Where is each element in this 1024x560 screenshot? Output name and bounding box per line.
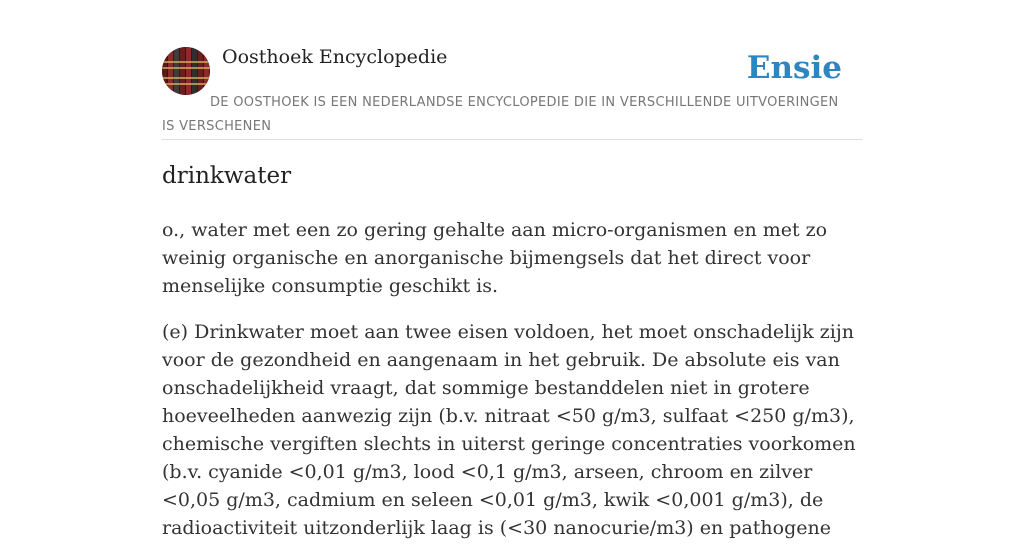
ensie-brand-link[interactable]: Ensie [746,50,842,86]
explanation-paragraph: (e) Drinkwater moet aan twee eisen voldoen, het moet onschadelijk zijn voor de gezondheid en aangenaam in het gebruik. De absolute eis van onschadelijkheid vraagt, dat sommige bestanddelen niet in grotere hoeveelheden aanwezig zijn (b.v. nitraat <50 g/m3, sulfaat <250 g/m3), chemische vergiften slechts in uiterst geringe concentraties voorkomen (b.v. cyanide <0,01 g/m3, lood <0,1 g/m3, arseen, chroom en zilver <0,05 g/m3, cadmium en seleen <0,01 g/m3, kwik <0,001 g/m3), de radioactiviteit uitzonderlijk laag is (<30 nanocurie/m3) en pathogene [162,321,856,539]
entry-title: drinkwater [162,163,292,189]
book-spine [168,47,173,95]
book-gold-band [162,61,210,63]
book-spine [198,47,203,95]
encyclopedia-books-logo[interactable] [162,47,210,95]
definition-paragraph: o., water met een zo gering gehalte aan micro-organismen en met zo weinig organische en anorganische bijmengsels dat het direct voor menselijke consumptie geschikt is. [162,219,828,297]
book-spine [204,47,209,95]
site-name-link[interactable]: Oosthoek Encyclopedie [222,46,448,68]
site-tagline: DE OOSTHOEK IS EEN NEDERLANDSE ENCYCLOPEDIE DIE IN VERSCHILLENDE UITVOERINGEN IS VERSCHENEN [162,95,839,134]
book-spine [180,47,185,95]
book-spine [186,47,191,95]
book-spine [162,47,167,95]
entry-body [162,216,862,560]
book-gold-band [162,67,210,69]
book-spine [192,47,197,95]
book-spine [174,47,179,95]
header-divider [162,139,862,140]
book-gold-band [162,83,210,85]
book-gold-band [162,77,210,79]
